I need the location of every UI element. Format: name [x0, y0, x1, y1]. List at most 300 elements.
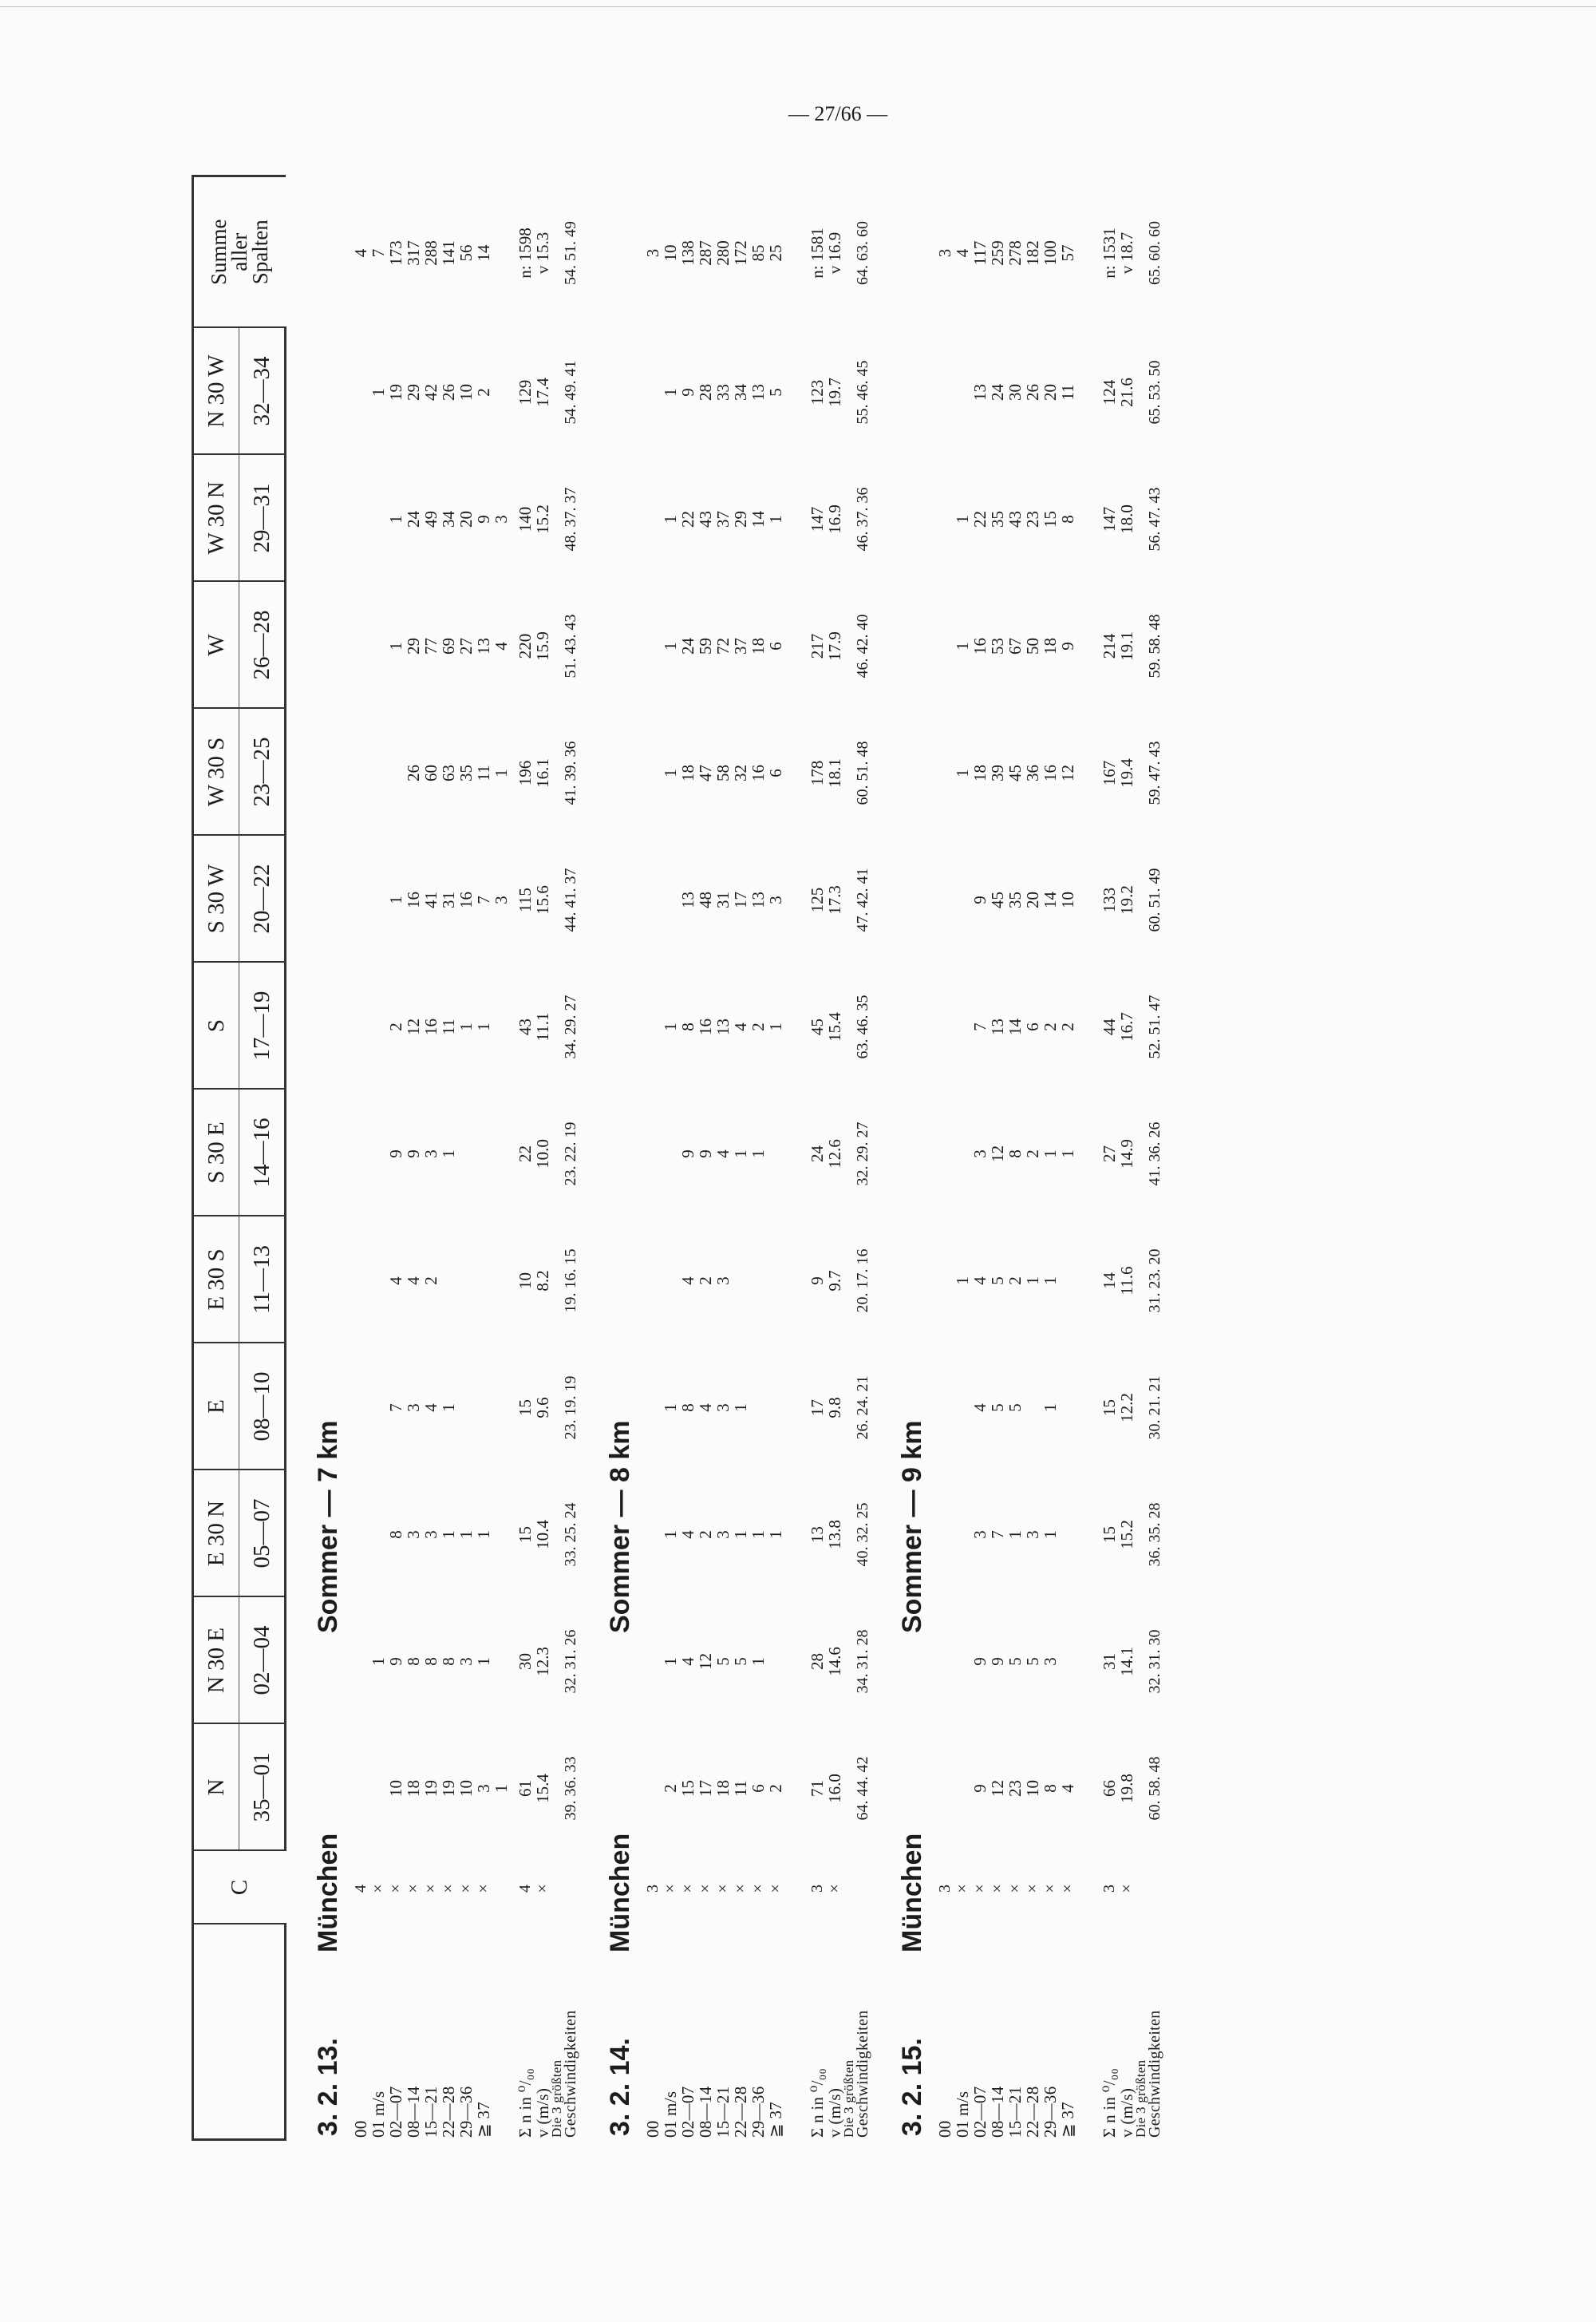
table-cell: 16	[404, 892, 423, 908]
table-cell: 28	[696, 384, 715, 401]
header-col-range: 35—01	[239, 1724, 286, 1851]
table-cell	[475, 1217, 492, 1344]
table-cell	[1136, 1725, 1147, 1852]
table-cell: 67	[1005, 638, 1025, 655]
table-cell: 10	[456, 384, 476, 401]
row-label: 15—21	[421, 2086, 440, 2138]
table-cell: 19.1	[1117, 631, 1136, 661]
table-row	[989, 177, 1006, 2141]
table-cell: 4	[516, 1885, 534, 1893]
table-cell: 34. 29. 27	[562, 995, 579, 1059]
table-cell: 167	[1100, 760, 1119, 786]
table-cell	[644, 329, 662, 456]
header-col-range: 32—34	[239, 328, 286, 455]
table-cell: 5	[731, 1657, 750, 1666]
table-cell	[784, 837, 802, 963]
table-cell: ×	[1041, 1884, 1059, 1893]
data-table	[644, 177, 871, 2141]
table-cell	[1136, 1598, 1147, 1725]
table-cell: ×	[1059, 1884, 1077, 1893]
table-cell: 15.2	[533, 504, 552, 534]
table-cell: ×	[989, 1884, 1006, 1893]
table-cell: 3	[713, 1403, 733, 1412]
header-col-range: 26—28	[239, 582, 286, 709]
table-row	[1024, 177, 1041, 2141]
table-cell: 1	[766, 1023, 785, 1031]
table-cell: 15.2	[1117, 1520, 1136, 1549]
table-cell: 45	[1005, 765, 1025, 781]
table-cell: 23. 19. 19	[562, 1375, 579, 1440]
table-cell	[784, 1090, 802, 1217]
table-cell: 125	[808, 887, 827, 913]
table-cell: 29	[731, 511, 750, 528]
table-cell: 3	[474, 1784, 493, 1793]
table-cell: 30	[1005, 384, 1025, 401]
table-cell: 61	[516, 1780, 535, 1797]
table-cell: 3	[766, 896, 785, 904]
table-row	[784, 177, 802, 2141]
section-title	[596, 177, 644, 2141]
table-cell: 65. 53. 50	[1146, 360, 1163, 425]
table-cell	[843, 177, 855, 329]
table-cell: 17.3	[825, 885, 844, 915]
table-cell: 4	[678, 1276, 697, 1285]
row-label: Die 3 größten	[549, 2059, 564, 2138]
row-sum-cell: 10	[661, 244, 680, 262]
header-col-direction: E 30 S	[193, 1216, 239, 1343]
table-cell	[784, 1217, 802, 1344]
row-sum-cell: 141	[439, 240, 458, 266]
table-cell: 9.6	[533, 1397, 552, 1418]
row-sum-cell: 7	[369, 248, 388, 258]
table-cell: 24	[404, 511, 423, 528]
table-cell	[369, 1344, 387, 1471]
table-cell	[784, 1852, 802, 1925]
table-row	[534, 177, 551, 2141]
table-row	[843, 177, 855, 2141]
table-cell	[662, 837, 679, 963]
table-row	[369, 177, 387, 2141]
table-cell: 46. 42. 40	[854, 614, 871, 678]
table-cell: 7	[474, 896, 493, 904]
table-cell: 18	[749, 638, 768, 655]
table-cell	[954, 1471, 971, 1598]
table-cell: 196	[516, 760, 535, 786]
table-cell	[492, 1471, 510, 1598]
table-cell	[843, 963, 855, 1090]
row-label: 00	[935, 2120, 954, 2138]
table-cell	[784, 1598, 802, 1725]
table-cell	[352, 1471, 369, 1598]
table-cell: 9	[808, 1276, 827, 1285]
table-row	[644, 177, 662, 2141]
table-cell: 13	[474, 638, 493, 655]
row-label	[1077, 1925, 1094, 2141]
table-cell: 7	[970, 1023, 990, 1031]
table-row	[551, 177, 563, 2141]
table-cell: 8	[1058, 515, 1077, 524]
row-label: 08—14	[988, 2086, 1007, 2138]
table-cell: 8	[1041, 1784, 1060, 1793]
table-cell: 10	[516, 1272, 535, 1289]
header-col-direction: N 30 W	[193, 328, 239, 455]
table-cell: 1	[456, 1530, 476, 1539]
table-cell: 29	[404, 384, 423, 401]
table-cell	[784, 1725, 802, 1852]
table-cell: 1	[474, 1530, 493, 1539]
row-sum-cell: 25	[766, 244, 785, 262]
table-cell: 3	[404, 1403, 423, 1412]
table-cell	[936, 1725, 954, 1852]
table-cell: 17.4	[533, 378, 552, 407]
table-cell	[749, 1217, 767, 1344]
table-cell: 26	[1023, 384, 1042, 401]
table-cell: 9.8	[825, 1397, 844, 1418]
table-cell	[369, 710, 387, 837]
table-cell: 8	[386, 1530, 405, 1539]
table-cell: 2	[766, 1784, 785, 1793]
table-cell: 23. 22. 19	[562, 1121, 579, 1186]
table-cell: 19	[439, 1780, 458, 1797]
row-label: 02—07	[970, 2086, 990, 2138]
table-cell: 1	[386, 515, 405, 524]
table-cell: 16.0	[825, 1774, 844, 1803]
row-sum-cell: 182	[1023, 240, 1042, 266]
table-cell	[732, 1217, 749, 1344]
table-cell: 22	[516, 1145, 535, 1162]
scan-edge-line	[0, 6, 1596, 7]
table-cell: 1	[474, 1657, 493, 1666]
table-cell: 2	[696, 1530, 715, 1539]
table-cell: 1	[386, 896, 405, 904]
table-row	[475, 177, 492, 2141]
table-cell	[784, 583, 802, 710]
table-cell: 4	[970, 1276, 990, 1285]
table-cell: 3	[492, 515, 511, 524]
table-cell: 147	[808, 506, 827, 532]
table-cell: 15.9	[533, 631, 552, 661]
table-cell: 3	[936, 1885, 954, 1893]
table-cell: 1	[474, 1023, 493, 1031]
table-cell: 8.2	[533, 1270, 552, 1292]
table-cell	[1059, 1344, 1077, 1471]
table-cell: 31	[439, 892, 458, 908]
table-cell: 64. 44. 42	[854, 1756, 871, 1821]
table-cell: 1	[661, 388, 680, 397]
table-cell	[954, 1090, 971, 1217]
row-sum-cell: n: 1581	[808, 227, 827, 279]
header-col-range: 20—22	[239, 836, 286, 963]
table-cell: 32	[731, 765, 750, 781]
table-cell: 17	[696, 1780, 715, 1797]
table-cell: 4	[678, 1657, 697, 1666]
table-cell: 8	[678, 1403, 697, 1412]
table-cell	[1077, 1598, 1094, 1725]
table-cell: 30. 21. 21	[1146, 1375, 1163, 1440]
table-cell	[369, 1725, 387, 1852]
table-row	[679, 177, 697, 2141]
table-cell: 1	[953, 769, 972, 777]
table-cell	[369, 1471, 387, 1598]
table-cell: 48. 37. 37	[562, 487, 579, 552]
table-cell: 9	[1058, 642, 1077, 651]
table-cell: 20	[1023, 892, 1042, 908]
table-cell: 39	[988, 765, 1007, 781]
table-cell: 28	[808, 1653, 827, 1670]
table-cell	[1077, 583, 1094, 710]
table-cell: ×	[732, 1884, 749, 1893]
table-cell: 7	[386, 1403, 405, 1412]
table-cell	[457, 1344, 475, 1471]
table-cell	[784, 329, 802, 456]
table-cell: ×	[749, 1884, 767, 1893]
table-cell	[936, 583, 954, 710]
table-cell	[1077, 456, 1094, 583]
section-city: München	[313, 1833, 343, 1952]
row-sum-cell: 100	[1041, 240, 1060, 266]
row-label	[784, 1925, 802, 2141]
section-number: 3. 2. 15.	[897, 2038, 927, 2136]
table-cell: 16	[970, 638, 990, 655]
table-cell: 12	[696, 1653, 715, 1670]
table-cell: 60	[421, 765, 440, 781]
row-sum-cell: n: 1598	[516, 227, 535, 279]
table-cell	[551, 1344, 563, 1471]
table-cell: 1	[1023, 1276, 1042, 1285]
table-cell: 124	[1100, 379, 1119, 405]
table-cell: 9	[678, 388, 697, 397]
table-cell	[843, 329, 855, 456]
table-cell: 44	[1100, 1019, 1119, 1035]
header-col-range: 05—07	[239, 1470, 286, 1597]
table-row	[749, 177, 767, 2141]
table-cell	[784, 456, 802, 583]
table-cell	[563, 1852, 579, 1925]
table-cell	[1077, 1217, 1094, 1344]
table-cell: 23	[1005, 1780, 1025, 1797]
table-cell: 19	[421, 1780, 440, 1797]
table-cell	[954, 837, 971, 963]
table-cell: 1	[661, 642, 680, 651]
table-cell: ×	[954, 1884, 971, 1893]
section-1	[304, 177, 579, 2141]
table-cell: ×	[457, 1884, 475, 1893]
table-cell: 1	[439, 1530, 458, 1539]
table-cell: 31. 23. 20	[1146, 1248, 1163, 1313]
table-cell: 43	[696, 511, 715, 528]
row-sum-cell: 85	[749, 244, 768, 262]
row-label: 15—21	[1005, 2086, 1025, 2138]
table-cell: 66	[1100, 1780, 1119, 1797]
table-cell	[369, 583, 387, 710]
table-cell: 35	[1005, 892, 1025, 908]
row-sum-cell: 54. 51. 49	[562, 221, 579, 285]
table-cell: 1	[439, 1149, 458, 1158]
table-cell: 50	[1023, 638, 1042, 655]
table-cell: 10	[456, 1780, 476, 1797]
table-cell: 37	[713, 511, 733, 528]
row-label: 02—07	[386, 2086, 405, 2138]
table-cell	[352, 1217, 369, 1344]
table-cell	[843, 710, 855, 837]
table-cell: 19.2	[1117, 885, 1136, 915]
table-cell: 9	[970, 1657, 990, 1666]
data-table	[936, 177, 1163, 2141]
table-cell	[644, 456, 662, 583]
table-cell	[492, 1598, 510, 1725]
table-cell: 4	[713, 1149, 733, 1158]
table-cell: 10	[386, 1780, 405, 1797]
table-cell: 2	[1041, 1023, 1060, 1031]
section-subtitle: Sommer — 8 km	[605, 1420, 635, 1633]
table-cell: 41	[421, 892, 440, 908]
table-cell	[1059, 1471, 1077, 1598]
table-cell: 5	[766, 388, 785, 397]
table-cell	[644, 837, 662, 963]
table-cell	[551, 583, 563, 710]
table-cell: 15	[1100, 1399, 1119, 1416]
row-sum-cell: 64. 63. 60	[854, 221, 871, 285]
row-sum-cell: 4	[351, 248, 370, 258]
table-cell	[369, 1090, 387, 1217]
table-cell: 60. 51. 48	[854, 741, 871, 805]
table-cell: 4	[352, 1885, 369, 1893]
table-cell	[936, 1471, 954, 1598]
table-cell: 4	[970, 1403, 990, 1412]
table-cell: 178	[808, 760, 827, 786]
table-cell: 13	[749, 892, 768, 908]
table-cell	[551, 1852, 563, 1925]
table-cell: 11.6	[1117, 1266, 1136, 1295]
table-cell: 17	[808, 1399, 827, 1416]
table-cell: 43	[516, 1019, 535, 1035]
table-cell: 33	[713, 384, 733, 401]
table-cell: 63	[439, 765, 458, 781]
table-cell: 1	[492, 769, 511, 777]
row-label: 22—28	[731, 2086, 750, 2138]
table-cell	[843, 1217, 855, 1344]
table-cell: 1	[731, 1149, 750, 1158]
table-cell	[954, 329, 971, 456]
table-cell: 7	[988, 1530, 1007, 1539]
table-cell	[551, 1725, 563, 1852]
header-col-range: 23—25	[239, 709, 286, 836]
table-cell: 15	[1100, 1526, 1119, 1543]
table-cell: 6	[1023, 1023, 1042, 1031]
table-cell: 18	[713, 1780, 733, 1797]
table-cell	[644, 1090, 662, 1217]
header-corner-cell	[193, 1924, 286, 2140]
row-label: Geschwindigkeiten	[562, 2010, 579, 2138]
table-cell	[492, 1217, 510, 1344]
table-cell: 31	[713, 892, 733, 908]
row-label: v (m/s)	[533, 2087, 552, 2138]
row-label: Die 3 größten	[841, 2059, 856, 2138]
row-sum-cell: v 16.9	[825, 231, 844, 275]
table-cell: 4	[404, 1276, 423, 1285]
table-cell: 9	[988, 1657, 1007, 1666]
table-cell: 52. 51. 47	[1146, 995, 1163, 1059]
table-cell: 12.3	[533, 1647, 552, 1676]
table-cell	[352, 837, 369, 963]
table-cell: ×	[767, 1884, 784, 1893]
table-cell: 6	[766, 769, 785, 777]
table-cell	[784, 1344, 802, 1471]
table-cell: 14	[1100, 1272, 1119, 1289]
row-label: v (m/s)	[1117, 2087, 1136, 2138]
table-row	[954, 177, 971, 2141]
table-cell: 19	[386, 384, 405, 401]
row-label: 01 m/s	[661, 2091, 680, 2138]
table-cell: 5	[1023, 1657, 1042, 1666]
table-cell	[1077, 1725, 1094, 1852]
table-cell	[352, 710, 369, 837]
table-cell: 15	[1041, 511, 1060, 528]
table-row	[1094, 177, 1118, 2141]
table-cell: 23	[1023, 511, 1042, 528]
table-row	[1006, 177, 1024, 2141]
row-sum-cell: 56	[456, 244, 476, 262]
table-cell	[843, 1344, 855, 1471]
section-title	[888, 177, 936, 2141]
header-table	[192, 175, 286, 2141]
table-cell	[936, 329, 954, 456]
table-cell: 1	[1005, 1530, 1025, 1539]
table-cell: 13	[678, 892, 697, 908]
table-cell: ×	[679, 1884, 697, 1893]
table-cell: 47	[696, 765, 715, 781]
table-cell: 2	[1058, 1023, 1077, 1031]
table-cell: 1	[661, 1657, 680, 1666]
row-sum-cell: 4	[953, 248, 972, 258]
table-cell: 3	[644, 1885, 662, 1893]
table-cell: 59. 58. 48	[1146, 614, 1163, 678]
table-cell	[644, 1471, 662, 1598]
table-cell: 14.6	[825, 1647, 844, 1676]
table-cell: 3	[456, 1657, 476, 1666]
table-cell	[475, 1090, 492, 1217]
row-label: ≧ 37	[1058, 2101, 1077, 2138]
table-cell	[644, 710, 662, 837]
table-cell	[1136, 1344, 1147, 1471]
table-cell: 9	[404, 1149, 423, 1158]
table-cell: 30	[516, 1653, 535, 1670]
row-label: ≧ 37	[474, 2101, 493, 2138]
table-row	[1041, 177, 1059, 2141]
table-cell: 77	[421, 638, 440, 655]
table-cell: 3	[1100, 1885, 1118, 1893]
table-cell: 16.9	[825, 504, 844, 534]
table-cell: 35	[988, 511, 1007, 528]
table-cell: 4	[1058, 1784, 1077, 1793]
table-cell: 9	[386, 1149, 405, 1158]
table-cell: 39. 36. 33	[562, 1756, 579, 1821]
table-cell: 2	[1023, 1149, 1042, 1158]
table-cell: ×	[405, 1884, 422, 1893]
table-cell: 9	[474, 515, 493, 524]
table-cell: 8	[421, 1657, 440, 1666]
table-row	[405, 177, 422, 2141]
table-cell: 9	[970, 896, 990, 904]
table-cell: 29	[404, 638, 423, 655]
table-row	[457, 177, 475, 2141]
table-cell: 3	[713, 1530, 733, 1539]
table-cell: 36. 35. 28	[1146, 1502, 1163, 1567]
table-cell	[662, 1217, 679, 1344]
table-cell	[784, 1471, 802, 1598]
table-row	[440, 177, 457, 2141]
table-cell: 36	[1023, 765, 1042, 781]
